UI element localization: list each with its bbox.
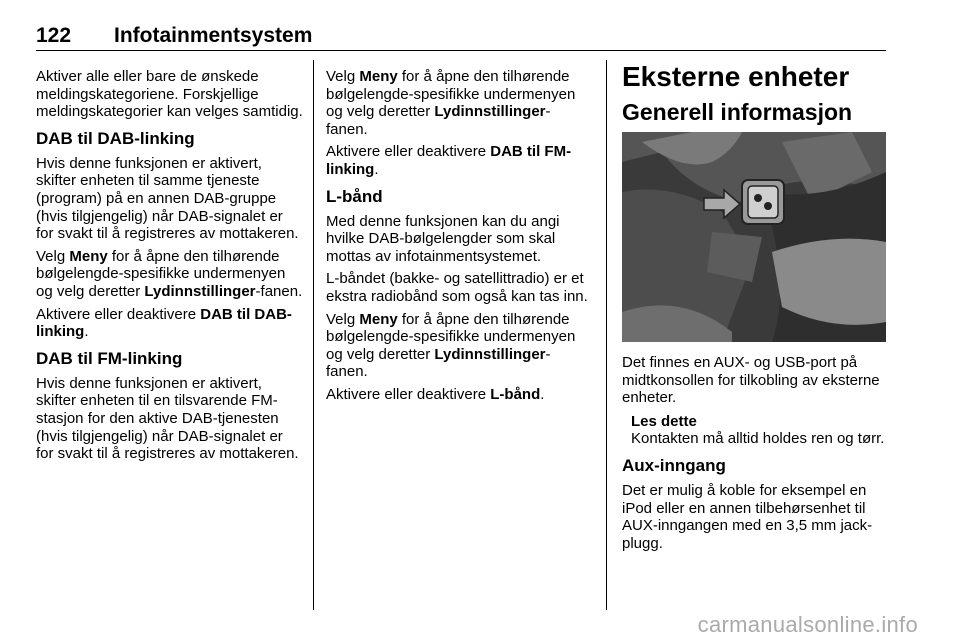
- column-divider: [313, 60, 314, 610]
- paragraph: Hvis denne funksjonen er aktivert, skifter enheten til en tilsvarende FM-stasjon for den aktive DAB-tjenesten (hvis tilgjengelig) når DAB-signalet er for svakt til å registreres av mottakeren.: [36, 374, 299, 463]
- chapter-title: Eksterne enheter: [622, 61, 850, 92]
- note-title: Les dette: [631, 412, 697, 430]
- paragraph: Det er mulig å koble for eksempel en iPod eller en annen tilbehørsenhet til AUX-inngangen med en 3,5 mm jackplugg.: [622, 481, 873, 552]
- section-heading-lband: L-bånd: [326, 186, 383, 206]
- column-middle: [326, 68, 588, 409]
- page-header: [36, 20, 886, 51]
- center-console-photo: [622, 132, 886, 342]
- paragraph: Velg Meny for å åpne den tilhørende bølgelengde-spesifikke undermenyen og velg deretter Lydinnstillinger-fanen.: [326, 310, 576, 381]
- tab-term: Lydinnstillinger: [434, 103, 546, 121]
- column-left: [36, 68, 304, 468]
- page-number: 122: [36, 24, 72, 47]
- section-heading-dab-fm: DAB til FM-linking: [36, 348, 183, 368]
- setting-term: DAB til DAB-linking: [36, 305, 292, 341]
- paragraph: Velg Meny for å åpne den tilhørende bølgelengde-spesifikke undermenyen og velg deretter Lydinnstillinger-fanen.: [326, 68, 576, 138]
- paragraph: Hvis denne funksjonen er aktivert, skifter enheten til samme tjeneste (program) på en annen DAB-gruppe (hvis tilgjengelig) når DAB-signalet er for svakt til å registreres av mottakeren.: [36, 154, 299, 243]
- column-divider: [606, 60, 607, 610]
- paragraph: Aktivere eller deaktivere DAB til DAB-linking.: [36, 305, 292, 341]
- paragraph: L-båndet (bakke- og satellittradio) er et ekstra radiobånd som også kan tas inn.: [326, 270, 588, 305]
- paragraph: Det finnes en AUX- og USB-port på midtkonsollen for tilkobling av eksterne enheter.: [622, 354, 880, 407]
- paragraph: Velg Meny for å åpne den tilhørende bølgelengde-spesifikke undermenyen og velg deretter Lydinnstillinger-fanen.: [36, 247, 303, 300]
- watermark: carmanualsonline.info: [697, 612, 918, 637]
- section-heading-aux: Aux-inngang: [622, 455, 726, 475]
- paragraph: Aktivere eller deaktivere DAB til FM-linking.: [326, 143, 572, 178]
- section-heading-dab-dab: DAB til DAB-linking: [36, 128, 195, 148]
- paragraph: Med denne funksjonen kan du angi hvilke DAB-bølgelengder som skal mottas av infotainmentsystemet.: [326, 212, 560, 265]
- intro-paragraph: Aktiver alle eller bare de ønskede meldingskategoriene. Forskjellige meldingskategorier kan velges samtidig.: [36, 68, 303, 121]
- menu-term: Meny: [359, 310, 398, 328]
- setting-term: L-bånd: [490, 385, 541, 403]
- column-right: [622, 60, 888, 557]
- menu-term: Meny: [69, 247, 108, 265]
- running-title: Infotainmentsystem: [114, 24, 313, 47]
- paragraph: Aktivere eller deaktivere L-bånd.: [326, 385, 545, 403]
- menu-term: Meny: [359, 68, 398, 85]
- note-box: [622, 413, 888, 448]
- note-text: Kontakten må alltid holdes ren og tørr.: [631, 430, 885, 448]
- tab-term: Lydinnstillinger: [144, 282, 256, 300]
- section-title: Generell informasjon: [622, 99, 853, 125]
- setting-term: DAB til FM-linking: [326, 143, 572, 178]
- tab-term: Lydinnstillinger: [434, 345, 546, 363]
